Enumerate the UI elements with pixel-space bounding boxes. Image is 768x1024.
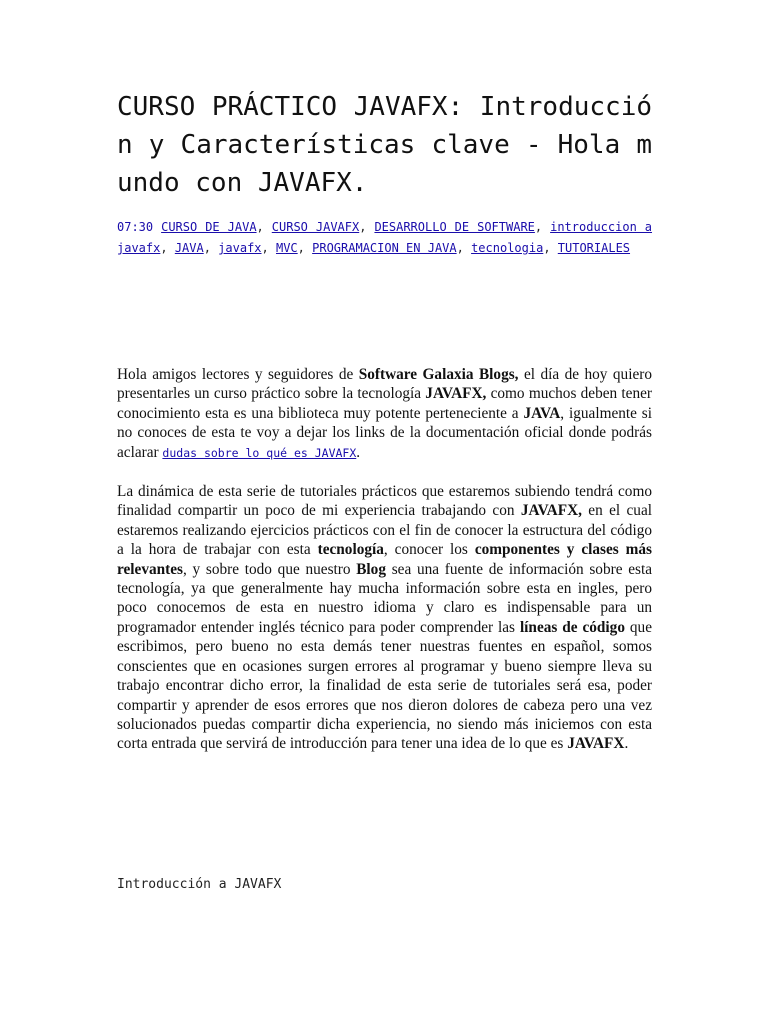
post-tags (117, 220, 652, 255)
bold-run: JAVAFX (567, 735, 625, 753)
text-run: , y sobre todo que nuestro (182, 560, 357, 578)
tag-separator: , (534, 220, 551, 234)
series-paragraph (117, 482, 652, 754)
post-time: 07:30 (117, 220, 154, 234)
tag-separator: , (160, 241, 175, 255)
tag-link[interactable]: CURSO DE JAVA (161, 220, 257, 234)
tag-link[interactable]: CURSO JAVAFX (271, 220, 360, 234)
text-run: que escribimos, pero bueno no esta demás tener nuestras fuentes en español, somos conscientes que en ocasiones surgen errores al programar y bueno siempre lleva su trabajo encontrar dicho error, la finalidad de esta serie de tutoriales será esa, poder compartir y aprender de esos errores que nos dieron dolores de cabeza pero una vez solucionados puedas compartir dicha experiencia, no siendo más iniciemos con esta corta entrada que servirá de introducción para tener una idea de lo que es (117, 618, 652, 753)
bold-run: JAVAFX, (520, 502, 582, 520)
section-heading: Introducción a JAVAFX (117, 877, 282, 892)
spacer (117, 259, 652, 365)
tag-separator: , (456, 241, 472, 255)
intro-paragraph (117, 365, 652, 463)
bold-run: componentes y clases más relevantes (117, 541, 653, 578)
tag-link[interactable]: MVC (275, 241, 298, 255)
text-run: el día de hoy quiero presentarles un curso práctico sobre la tecnología (117, 366, 652, 403)
tag-link[interactable]: tecnologia (471, 241, 544, 255)
bold-run: JAVA (523, 404, 561, 422)
javafx-docs-link[interactable]: dudas sobre lo qué es JAVAFX (162, 445, 357, 460)
text-run: Hola amigos lectores y seguidores de (117, 366, 359, 383)
post-container (117, 88, 652, 773)
post-title: CURSO PRÁCTICO JAVAFX: Introducción y Características clave - Hola mundo con JAVAFX. (117, 92, 652, 198)
tag-separator: , (297, 241, 313, 255)
tag-separator: , (261, 241, 276, 255)
tag-link[interactable]: DESARROLLO DE SOFTWARE (374, 220, 535, 234)
tag-separator: , (359, 220, 375, 234)
text-run: en el cual estaremos realizando ejercicios prácticos con el fin de conocer la estructura del código a la hora de trabajar con esta (117, 502, 652, 559)
bold-run: tecnología (317, 541, 384, 559)
tag-link[interactable]: PROGRAMACION EN JAVA (312, 241, 457, 255)
tag-link[interactable]: javafx (218, 241, 262, 255)
tag-link[interactable]: JAVA (174, 241, 204, 255)
text-run: . (356, 443, 361, 461)
tag-separator: , (543, 241, 558, 255)
text-run: La dinámica de esta serie de tutoriales prácticos que estaremos subiendo tendrá como finalidad compartir un poco de mi experiencia trabajando con (117, 483, 652, 520)
bold-run: Software Galaxia Blogs, (358, 366, 519, 383)
text-run: , conocer los (383, 541, 475, 559)
bold-run: líneas de código (519, 618, 625, 636)
tag-link[interactable]: TUTORIALES (557, 241, 631, 255)
tag-separator: , (203, 241, 219, 255)
tag-link[interactable]: introduccion a javafx (117, 220, 653, 255)
text-run: , igualmente si no conoces de esta te voy a dejar los links de la documentación oficial donde podrás aclarar (117, 404, 652, 461)
tag-separator: , (256, 220, 272, 234)
text-run: sea una fuente de información sobre esta tecnología, ya que generalmente hay mucha información sobre esta en ingles, pero poco conocemos de esta en nuestro idioma y claro es indispensable para un programador entender inglés técnico para poder comprender las (117, 560, 652, 636)
text-run: . (624, 735, 629, 753)
bold-run: Blog (356, 560, 386, 578)
post-meta (117, 217, 652, 259)
bold-run: JAVAFX, (425, 385, 487, 403)
text-run: como muchos deben tener conocimiento esta es una biblioteca muy potente perteneciente a (117, 385, 652, 422)
